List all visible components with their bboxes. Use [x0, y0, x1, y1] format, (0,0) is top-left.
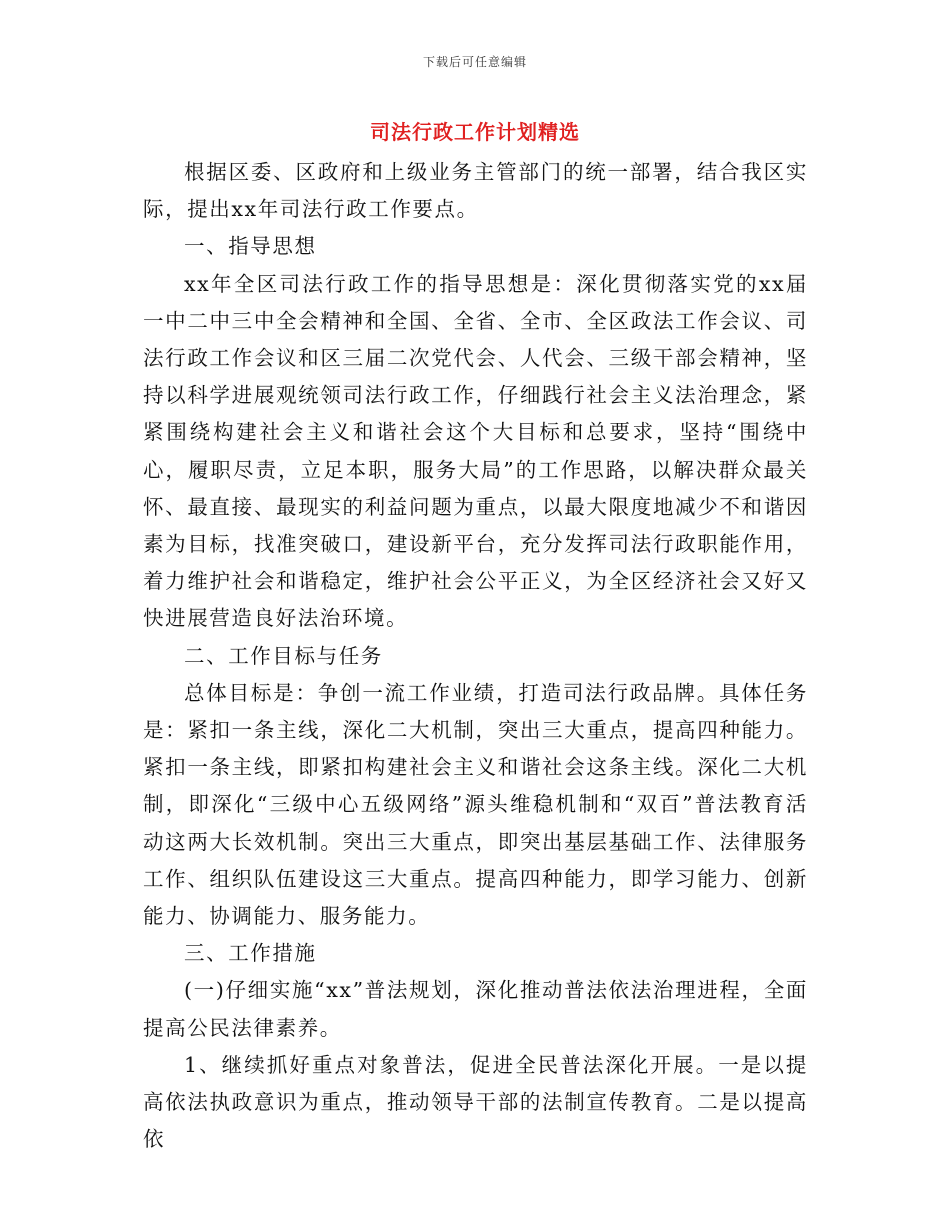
paragraph-measure-1: (一)仔细实施“xx”普法规划，深化推动普法依法治理进程，全面提高公民法律素养。: [143, 978, 808, 1040]
heading-guiding-ideology: 一、指导思想: [184, 234, 317, 259]
paragraph-intro: 根据区委、区政府和上级业务主管部门的统一部署，结合我区实际，提出xx年司法行政工作要点。: [143, 160, 808, 222]
header-note: 下载后可任意编辑: [422, 55, 527, 69]
heading-work-measures: 三、工作措施: [184, 941, 317, 966]
document-body: [143, 154, 808, 1158]
paragraph-measure-1-1: 1、继续抓好重点对象普法，促进全民普法深化开展。一是以提高依法执政意识为重点，推动领导干部的法制宣传教育。二是以提高依: [143, 1052, 808, 1152]
paragraph-guiding-ideology: xx年全区司法行政工作的指导思想是：深化贯彻落实党的xx届一中二中三中全会精神和全国、全省、全市、全区政法工作会议、司法行政工作会议和区三届二次党代会、人代会、三级干部会精神，坚持以科学进展观统领司法行政工作，仔细践行社会主义法治理念，紧紧围绕构建社会主义和谐社会这个大目标和总要求，坚持“围绕中心，履职尽责，立足本职，服务大局”的工作思路，以解决群众最关怀、最直接、最现实的利益问题为重点，以最大限度地减少不和谐因素为目标，找准突破口，建设新平台，充分发挥司法行政职能作用，着力维护社会和谐稳定，维护社会公平正义，为全区经济社会又好又快进展营造良好法治环境。: [143, 271, 808, 631]
paragraph-goals-tasks: 总体目标是：争创一流工作业绩，打造司法行政品牌。具体任务是：紧扣一条主线，深化二大机制，突出三大重点，提高四种能力。紧扣一条主线，即紧扣构建社会主义和谐社会这条主线。深化二大机制，即深化“三级中心五级网络”源头维稳机制和“双百”普法教育活动这两大长效机制。突出三大重点，即突出基层基础工作、法律服务工作、组织队伍建设这三大重点。提高四种能力，即学习能力、创新能力、协调能力、服务能力。: [143, 680, 808, 929]
document-title: 司法行政工作计划精选: [370, 120, 580, 144]
heading-goals-tasks: 二、工作目标与任务: [184, 643, 383, 668]
